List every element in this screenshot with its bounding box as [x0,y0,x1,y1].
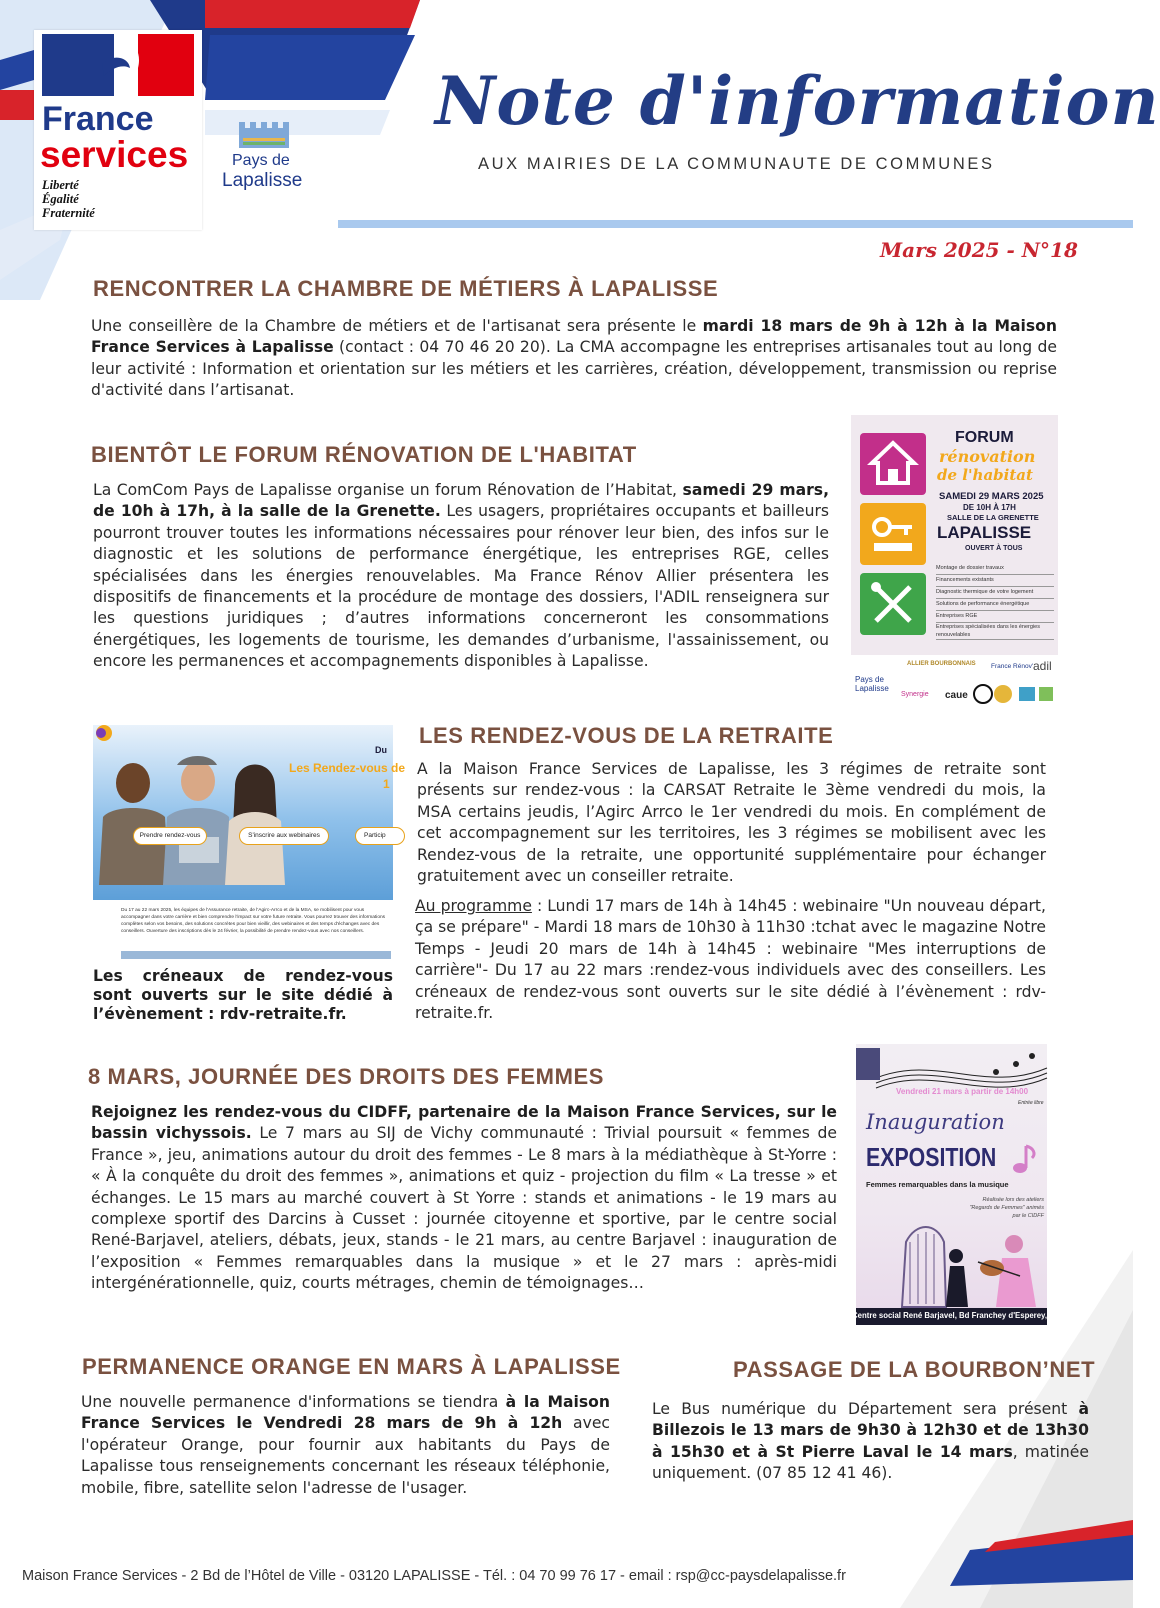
poster-item: Diagnostic thermique de votre logement [936,587,1054,599]
chambre-bold-1: mardi 18 mars de 9h à 12h à la Maison France Services à Lapalisse [91,317,1057,357]
chambre-text-1: Une conseillère de la Chambre de métiers et de l'artisanat sera présente le [91,317,703,335]
section-text-bourbonnet [652,1399,1089,1485]
poster-lapalisse: LAPALISSE [937,523,1032,542]
image-num: 1 [383,777,390,791]
poster-key-icon [860,503,926,565]
poster-salle: SALLE DE LA GRENETTE [947,513,1039,522]
devise-egalite: Égalité [42,192,79,206]
femmes-bold-1: Rejoignez les rendez-vous du CIDFF, partenaire de la Maison France Services, sur le bassin vichyssois. [91,1103,837,1143]
poster-forum: FORUM [955,429,1014,446]
castle-icon [239,122,289,148]
partner-france-renov: France Rénov' [991,663,1034,670]
devise-liberte: Liberté [42,178,79,192]
partner-pays: Pays de Lapalisse [855,675,889,693]
forum-poster-image [851,415,1058,707]
issue-number: Mars 2025 - N°18 [880,238,1078,262]
poster-item: Entreprises RGE [936,611,1054,623]
partner-allier: ALLIER BOURBONNAIS [907,661,976,667]
expo-entree: Entrée libre [1018,1100,1044,1106]
section-text-orange [81,1392,610,1499]
section-title-femmes: 8 MARS, JOURNÉE DES DROITS DES FEMMES [88,1064,605,1089]
section-text-chambre [91,316,1057,402]
orange-text-1: Une nouvelle permanence d'informations se tiendra [81,1393,506,1411]
section-text-retraite-1: A la Maison France Services de Lapalisse, les 3 régimes de retraite sont présents sur rendez-vous : la CARSAT Retraite le 3ème vendredi du mois, la MSA certains jeudis, l’Agirc Arrco le 1er vendredi du mois. En complément de cet accompagnement sur les territoires, les 3 régimes se mobilisent avec les Rendez-vous de la retraite, une opportunité supplémentaire pour échanger gratuitement avec un conseiller retraite. [417,760,1046,886]
people-photo-icon [93,747,288,885]
pays-lapalisse-logo [222,122,312,192]
music-note-icon [1010,1142,1040,1174]
poster-item: Entreprises spécialisées dans les énergies renouvelables [936,623,1054,640]
section-text-retraite-2 [415,896,1046,1024]
partner-adil: adil [1033,659,1052,673]
orange-bold-1: à la Maison France Services le Vendredi 28 mars de 9h à 12h [81,1393,610,1433]
orange-text-2: avec l'opérateur Orange, pour fournir aux habitants du Pays de Lapalisse tous renseignements concernant les réseaux téléphonie, mobile, fibre, satellite selon l'adresse de l'usager. [81,1414,610,1497]
logo-services: services [40,134,189,175]
poster-item: Solutions de performance énergétique [936,599,1054,611]
image-btn-webinaires: S'inscrire aux webinaires [239,827,329,845]
section-title-bourbonnet: PASSAGE DE LA BOURBON’NET [733,1357,1096,1382]
bourbonnet-text-1: Le Bus numérique du Département sera présent [652,1400,1079,1418]
expo-notes [952,1196,1044,1220]
section-title-forum: BIENTÔT LE FORUM RÉNOVATION DE L'HABITAT [91,442,637,467]
poster-ouvert: OUVERT À TOUS [965,545,1023,552]
partner-caue: caue [945,690,968,701]
france-services-logo [34,30,202,230]
footer-contact: Maison France Services - 2 Bd de l’Hôtel de Ville - 03120 LAPALISSE - Tél. : 04 70 99 76 17 - email : rsp@cc-paysdelapalisse.fr [22,1568,846,1584]
poster-house-icon [860,433,926,495]
retraite-programme-text: : Lundi 17 mars de 14h à 14h45 : webinaire "Un nouveau départ, ça se prépare" - Mardi 18 mars de 10h30 à 11h30 :tchat avec le magazine Notre Temps - Jeudi 20 mars de 14h à 14h45 : webinaire "Mes interruptions de carrière"- Du 17 au 22 mars :rendez-vous individuels avec des conseillers. Les créneaux de rendez-vous sont ouverts sur le site dédié à l’évènement : rdv-retraite.fr. [415,897,1046,1023]
expo-inauguration: Inauguration [866,1110,1005,1134]
page-title: Note d'information [435,62,1160,140]
image-btn-particip: Particip [355,827,405,845]
image-du-label: Du [375,745,387,755]
devise [42,178,95,220]
exposition-poster-image [852,1044,1070,1325]
retraite-caption: Les créneaux de rendez-vous sont ouverts sur le site dédié à l’évènement : rdv-retraite.fr. [93,967,393,1023]
expo-date: Vendredi 21 mars à partir de 14h00 [896,1087,1029,1096]
pays-logo-line2: Lapalisse [222,170,303,191]
poster-partners [851,657,1058,707]
retraite-programme-label: Au programme [415,897,532,915]
bourbonnet-bold-1: à Billezois le 13 mars de 9h30 à 12h30 et de 13h30 à 15h30 et à St Pierre Laval le 14 mars [652,1400,1089,1461]
expo-note: Réalisée lors des ateliers [982,1197,1044,1203]
page-subtitle: AUX MAIRIES DE LA COMMUNAUTE DE COMMUNES [478,155,995,173]
femmes-text-1: Le 7 mars au SIJ de Vichy communauté : Trivial poursuit « femmes de France », jeu, animations autour du droit des femmes - Le 8 mars à la médiathèque à St-Yorre : « À la conquête du droit des femmes », animations et quiz - projection du film « La tresse » et échanges. Le 15 mars au marché couvert à St Yorre : stands et animations - le 19 mars au complexe sportif des Darcins à Cusset : journée citoyenne et sportive, par le centre social René-Barjavel, ateliers, débats, jeux, stands - le 21 mars, au centre Barjavel : inauguration de l’exposition « Femmes remarquables dans la musique » et le 27 mars : après-midi intergénérationnelle, quiz, courts métrages, chemin de témoignages… [91,1124,837,1293]
logo-circle-icon [93,725,115,747]
partner-logos-icon [973,683,1055,705]
poster-date: SAMEDI 29 MARS 2025 [939,491,1044,502]
image-headline: Les Rendez-vous de [289,761,406,775]
partner-synergie: Synergie [901,691,929,698]
image-small-text: Du 17 au 22 mars 2025, les équipes de l'Assurance retraite, de l'Agirc-Arrco et de la MSA, se mobilisent pour vous accompagner dans votre carrière et bien comprendre l'impact sur votre future retraite. Vous pourrez trouver des informations complètes selon vos besoins, des solutions concrètes pour bien vieillir, des webinaires et des temps d'échanges avec des conseillers. Ouverture des inscriptions dès le 24 février, la possibilité de prendre rendez-vous avec nos conseillers. [121,908,386,934]
logo-france: France [42,100,154,138]
poster-habitat: de l'habitat [937,466,1033,484]
section-text-femmes [91,1102,837,1295]
expo-theme: Femmes remarquables dans la musique [866,1180,1009,1189]
section-title-retraite: LES RENDEZ-VOUS DE LA RETRAITE [419,723,834,748]
forum-text-1: La ComCom Pays de Lapalisse organise un forum Rénovation de l’Habitat, [93,481,683,499]
section-text-forum [93,480,829,673]
image-btn-rdv: Prendre rendez-vous [133,827,207,845]
devise-fraternite: Fraternité [42,206,95,220]
poster-tools-icon [860,573,926,635]
forum-bold-1: samedi 29 mars, de 10h à 17h, à la salle de la Grenette. [93,481,829,521]
pays-logo-line1: Pays de [232,152,290,169]
poster-items [936,563,1054,640]
bourbonnet-text-2: , matinée uniquement. (07 85 12 41 46). [652,1442,1089,1483]
retraite-image [93,725,406,960]
expo-note: par le CIDFF [1012,1213,1044,1219]
forum-text-2: Les usagers, propriétaires occupants et bailleurs pourront trouver toutes les informations nécessaires pour rénover leur bien, des infos sur le diagnostic et les solutions de performance énergétique, les entreprises RGE, celles spécialisées dans les énergies renouvelables. Ma France Rénov Allier présentera les dispositifs de financements et la procédure de montage des dossiers, l'ADIL renseignera sur les questions juridiques ; d’autres informations concerneront les consommations énergétiques, les logements de tourisme, les demandes d’urbanisme, l'assainissement, ou encore les permanences et accompagnements disponibles à Lapalisse. [93,502,829,671]
poster-renovation: rénovation [939,447,1036,466]
chambre-text-2: (contact : 04 70 46 20 20). La CMA accompagne les entreprises artisanales tout au long de leur activité : Information et orientation sur les métiers et les carrières, création, développement, transmission ou reprise d'activité dans l’artisanat. [91,338,1057,400]
expo-title: EXPOSITION [866,1142,997,1172]
poster-item: Financements existants [936,575,1054,587]
poster-item: Montage de dossier travaux [936,563,1054,575]
poster-hours: DE 10H À 17H [963,503,1016,512]
section-title-orange: PERMANENCE ORANGE EN MARS À LAPALISSE [82,1354,621,1379]
marianne-emblem-icon [42,34,194,96]
expo-address: Centre social René Barjavel, Bd Franchey d'Esperey, Vichy [852,1311,1070,1320]
expo-note: "Regards de Femmes" animés [969,1205,1044,1211]
musicians-illustration-icon [896,1222,1046,1307]
section-title-chambre: RENCONTRER LA CHAMBRE DE MÉTIERS À LAPALISSE [93,276,719,301]
